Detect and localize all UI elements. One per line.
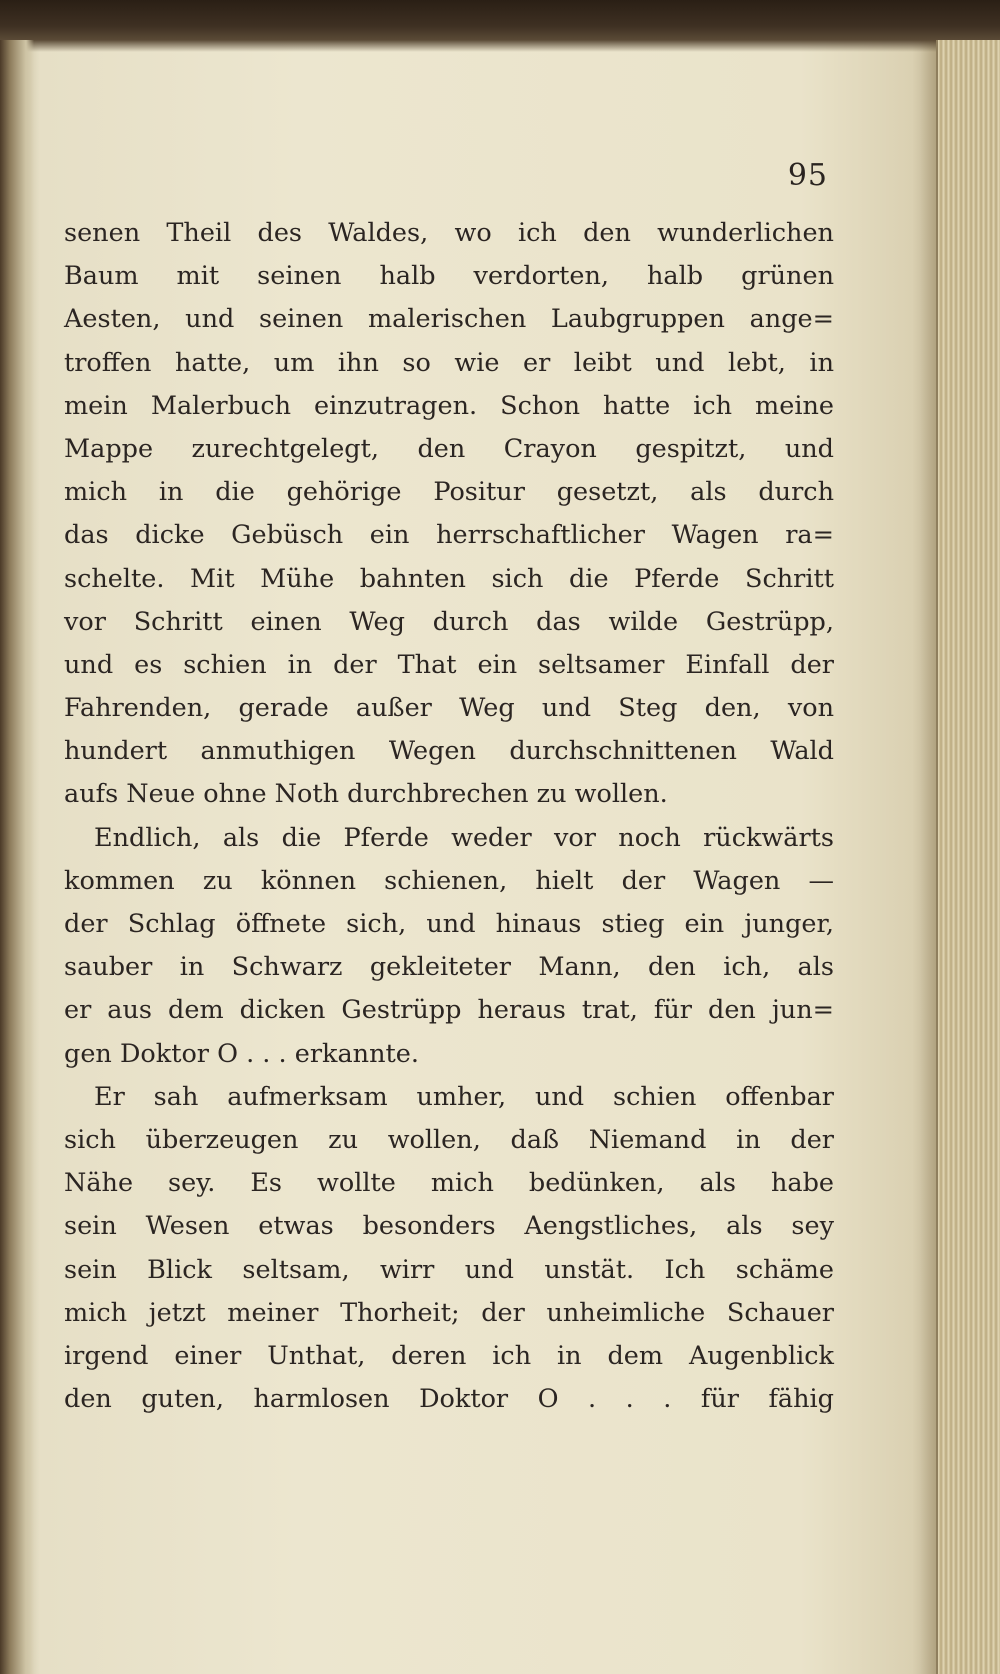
text-line: troffen hatte, um ihn so wie er leibt und lebt, in: [64, 347, 834, 378]
text-line: vor Schritt einen Weg durch das wilde Gestrüpp,: [64, 606, 834, 637]
text-line: Er sah aufmerksam umher, und schien offenbar: [94, 1081, 834, 1112]
book-top-edge: [0, 0, 1000, 52]
text-line: Aesten, und seinen malerischen Laubgruppen ange=: [64, 304, 834, 335]
page-number: 95: [787, 158, 828, 193]
text-line: Endlich, als die Pferde weder vor noch rückwärts: [94, 822, 834, 853]
text-line: sein Blick seltsam, wirr und unstät. Ich schäme: [64, 1254, 834, 1285]
text-line: mich jetzt meiner Thorheit; der unheimliche Schauer: [64, 1297, 834, 1328]
text-line: sauber in Schwarz gekleiteter Mann, den ich, als: [64, 952, 834, 983]
text-line: hundert anmuthigen Wegen durchschnittenen Wald: [64, 736, 834, 767]
text-line: gen Doktor O . . . erkannte.: [64, 1038, 419, 1069]
text-line: Mappe zurechtgelegt, den Crayon gespitzt, und: [64, 433, 834, 464]
text-line: den guten, harmlosen Doktor O . . . für fähig: [64, 1384, 834, 1415]
text-line: senen Theil des Waldes, wo ich den wunderlichen: [64, 218, 834, 248]
book-gutter-edge: [0, 40, 34, 1674]
text-line: Fahrenden, gerade außer Weg und Steg den, von: [64, 693, 834, 724]
text-line: der Schlag öffnete sich, und hinaus stieg ein junger,: [64, 909, 834, 939]
text-line: irgend einer Unthat, deren ich in dem Augenblick: [64, 1340, 834, 1371]
text-line: kommen zu können schienen, hielt der Wagen —: [64, 865, 834, 896]
text-line: mich in die gehörige Positur gesetzt, als durch: [64, 477, 834, 508]
text-line: er aus dem dicken Gestrüpp heraus trat, für den jun=: [64, 995, 834, 1026]
text-line: Nähe sey. Es wollte mich bedünken, als habe: [64, 1168, 834, 1199]
text-line: das dicke Gebüsch ein herrschaftlicher Wagen ra=: [64, 520, 834, 551]
page-stack-edge: [936, 40, 1000, 1674]
text-line: mein Malerbuch einzutragen. Schon hatte ich meine: [64, 390, 834, 421]
text-line: sein Wesen etwas besonders Aengstliches, als sey: [64, 1211, 834, 1242]
text-line: sich überzeugen zu wollen, daß Niemand in der: [64, 1124, 834, 1155]
text-line: aufs Neue ohne Noth durchbrechen zu wollen.: [64, 779, 668, 810]
text-line: schelte. Mit Mühe bahnten sich die Pferde Schritt: [64, 563, 834, 594]
text-line: Baum mit seinen halb verdorten, halb grünen: [64, 261, 834, 292]
body-text: [64, 212, 834, 1421]
text-line: und es schien in der That ein seltsamer Einfall der: [64, 649, 834, 680]
